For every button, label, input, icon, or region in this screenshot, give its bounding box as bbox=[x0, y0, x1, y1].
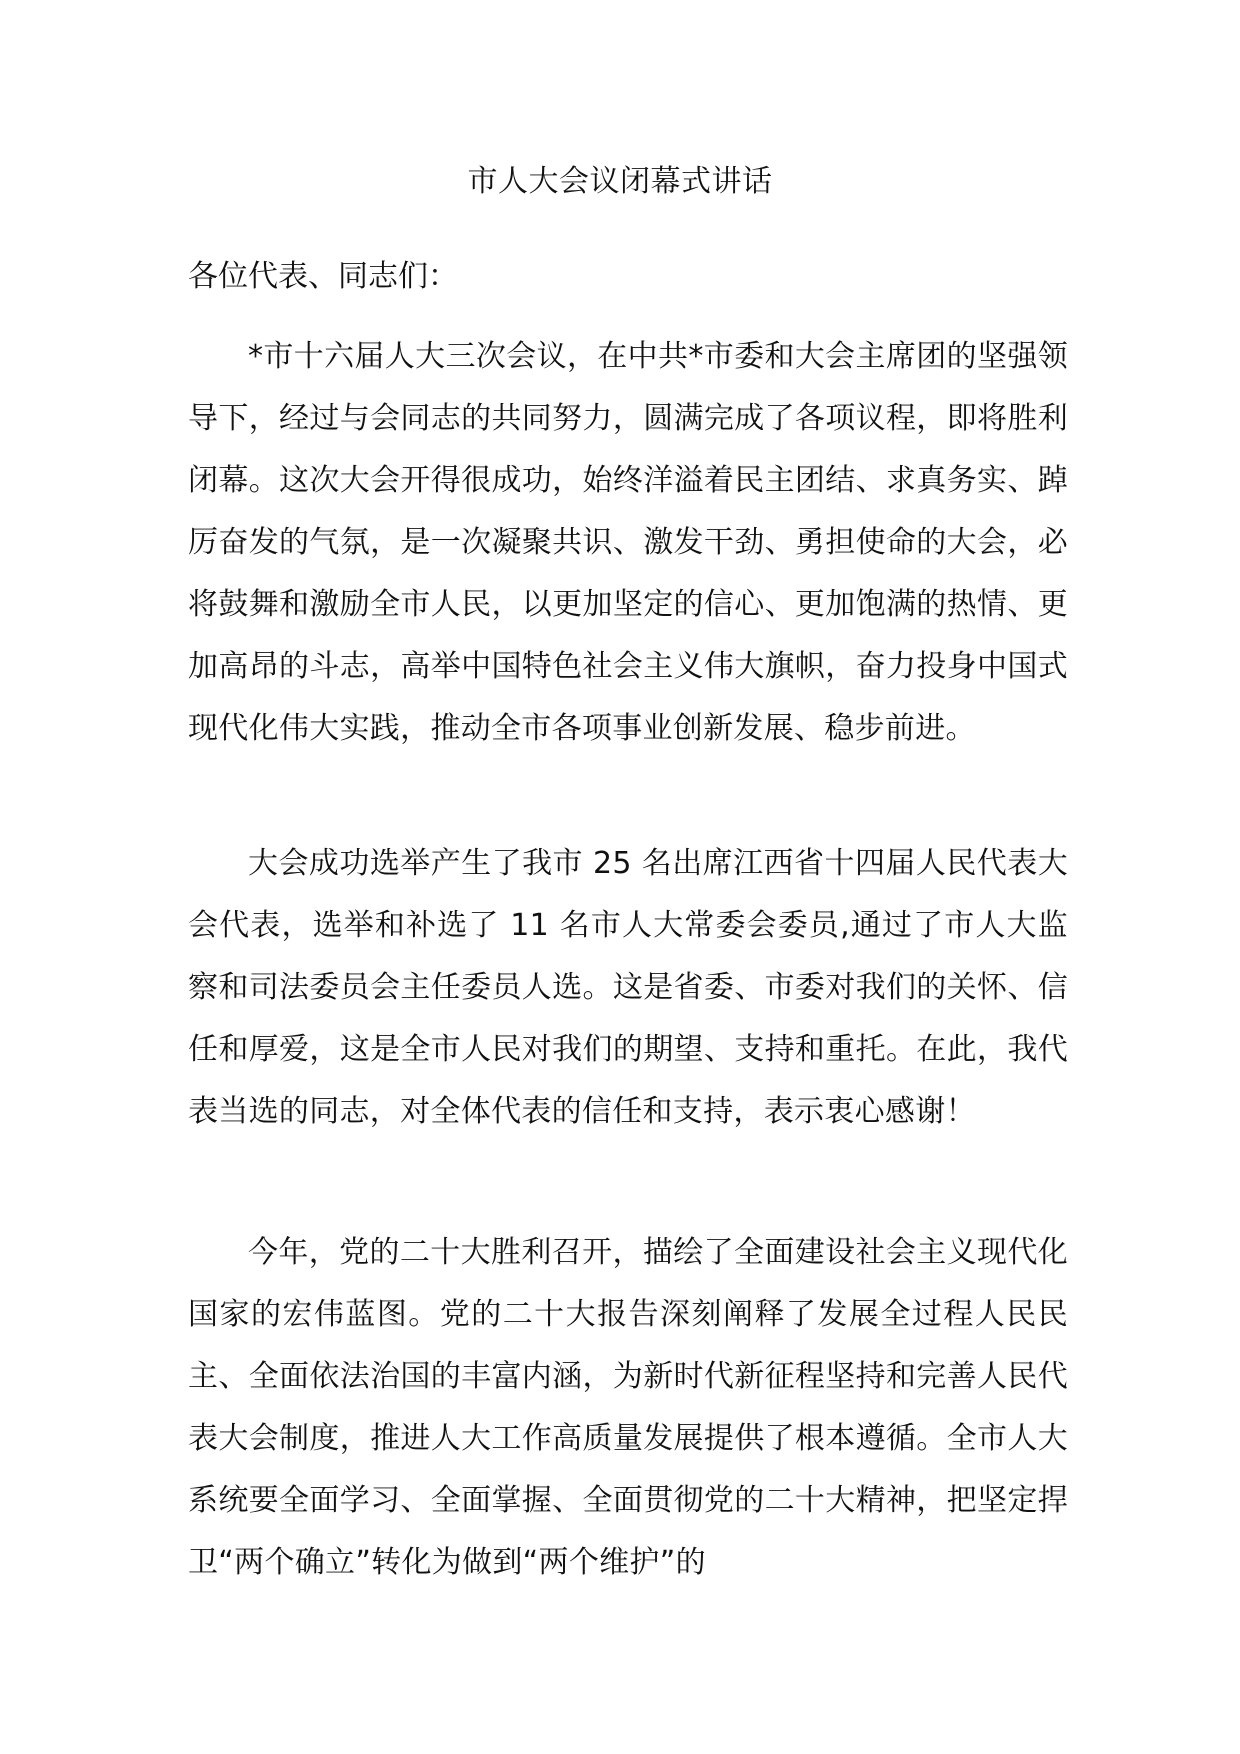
paragraph-3: 今年，党的二十大胜利召开，描绘了全面建设社会主义现代化国家的宏伟蓝图。党的二十大报告深刻阐释了发展全过程人民民主、全面依法治国的丰富内涵，为新时代新征程坚持和完善人民代表大会制度，推进人大工作高质量发展提供了根本遵循。全市人大系统要全面学习、全面掌握、全面贯彻党的二十大精神，把坚定捍卫“两个确立”转化为做到“两个维护”的 bbox=[188, 1235, 1068, 1580]
paragraph-2: 大会成功选举产生了我市 25 名出席江西省十四届人民代表大会代表，选举和补选了 11 名市人大常委会委员,通过了市人大监察和司法委员会主任委员人选。这是省委、市委对我们的关怀、信任和厚爱，这是全市人民对我们的期望、支持和重托。在此，我代表当选的同志，对全体代表的信任和支持，表示衷心感谢！ bbox=[188, 846, 1068, 1129]
document-title: 市人大会议闭幕式讲话 bbox=[467, 164, 773, 199]
salutation: 各位代表、同志们： bbox=[188, 259, 458, 294]
paragraph-1: *市十六届人大三次会议，在中共*市委和大会主席团的坚强领导下，经过与会同志的共同努力，圆满完成了各项议程，即将胜利闭幕。这次大会开得很成功，始终洋溢着民主团结、求真务实、踔厉奋发的气氛，是一次凝聚共识、激发干劲、勇担使命的大会，必将鼓舞和激励全市人民，以更加坚定的信心、更加饱满的热情、更加高昂的斗志，高举中国特色社会主义伟大旗帜，奋力投身中国式现代化伟大实践，推动全市各项事业创新发展、稳步前进。 bbox=[188, 339, 1068, 746]
